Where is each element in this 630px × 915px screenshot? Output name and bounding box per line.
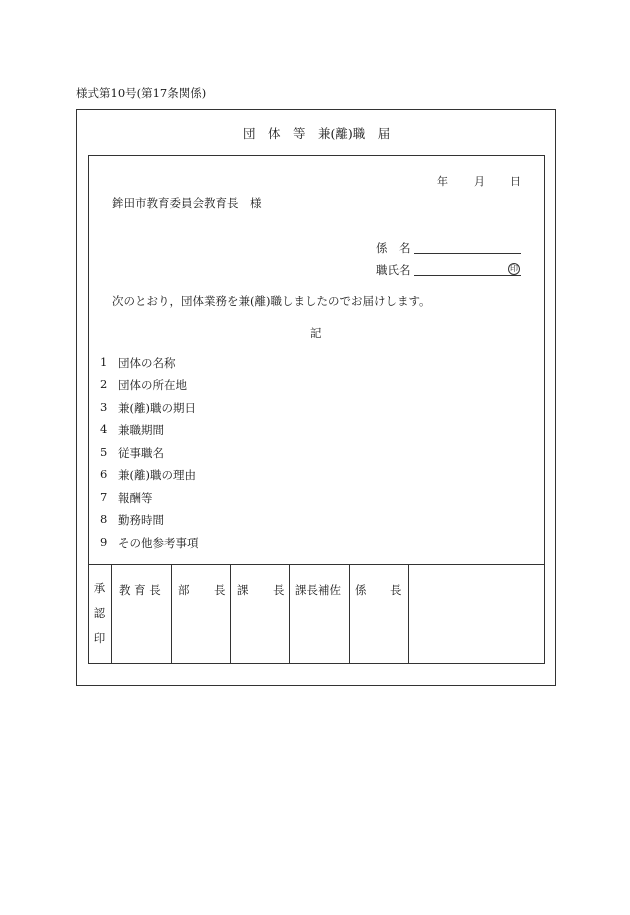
approval-char: 印 [93, 631, 106, 645]
stamp-cell-label-suffix: 長 [214, 583, 226, 597]
approval-stamp-table [88, 564, 545, 664]
stamp-cell-label: 教 育 長 [119, 583, 161, 597]
stamp-cell-label: 課長補佐 [295, 583, 341, 597]
item-number: 6 [100, 467, 108, 481]
form-caption: 様式第10号(第17条関係) [76, 86, 207, 100]
addressee: 鉾田市教育委員会教育長 様 [112, 196, 262, 210]
stamp-cell-label-suffix: 長 [390, 583, 402, 597]
section-name-field[interactable] [414, 253, 521, 254]
seal-mark: 印 [510, 264, 518, 273]
column-divider [111, 565, 112, 664]
stamp-cell-label: 部 [178, 583, 190, 597]
item-label: 従事職名 [118, 446, 164, 460]
item-number: 2 [100, 377, 108, 391]
item-label: 報酬等 [118, 491, 153, 505]
position-name-label: 職氏名 [376, 263, 411, 277]
item-number: 9 [100, 535, 108, 549]
item-label: 勤務時間 [118, 513, 164, 527]
item-number: 4 [100, 422, 108, 436]
section-name-label: 係 名 [376, 241, 411, 255]
item-number: 7 [100, 490, 108, 504]
column-divider [349, 565, 350, 664]
item-label: その他参考事項 [118, 536, 199, 550]
position-name-field[interactable] [414, 275, 521, 276]
approval-char: 認 [93, 606, 106, 620]
item-label: 兼(離)職の理由 [118, 468, 196, 482]
item-label: 団体の所在地 [118, 378, 187, 392]
column-divider [289, 565, 290, 664]
stamp-cell-label: 係 [355, 583, 367, 597]
item-label: 兼職期間 [118, 423, 164, 437]
column-divider [230, 565, 231, 664]
ki-heading: 記 [310, 326, 322, 340]
approval-char: 承 [93, 581, 106, 595]
stamp-cell-blank[interactable] [409, 565, 544, 664]
date-month-label: 月 [474, 175, 485, 188]
approval-stamp-label [88, 565, 111, 664]
item-label: 兼(離)職の期日 [118, 401, 196, 415]
item-number: 3 [100, 400, 108, 414]
item-label: 団体の名称 [118, 356, 176, 370]
item-number: 8 [100, 512, 108, 526]
stamp-cell-label-suffix: 長 [273, 583, 285, 597]
date-year-label: 年 [437, 175, 448, 188]
date-day-label: 日 [510, 175, 521, 188]
column-divider [171, 565, 172, 664]
form-title: 団 体 等 兼(離)職 届 [243, 126, 391, 141]
item-number: 1 [100, 355, 108, 369]
item-number: 5 [100, 445, 108, 459]
statement-text: 次のとおり，団体業務を兼(離)職しましたのでお届けします。 [112, 294, 431, 308]
stamp-cell-label: 課 [237, 583, 249, 597]
